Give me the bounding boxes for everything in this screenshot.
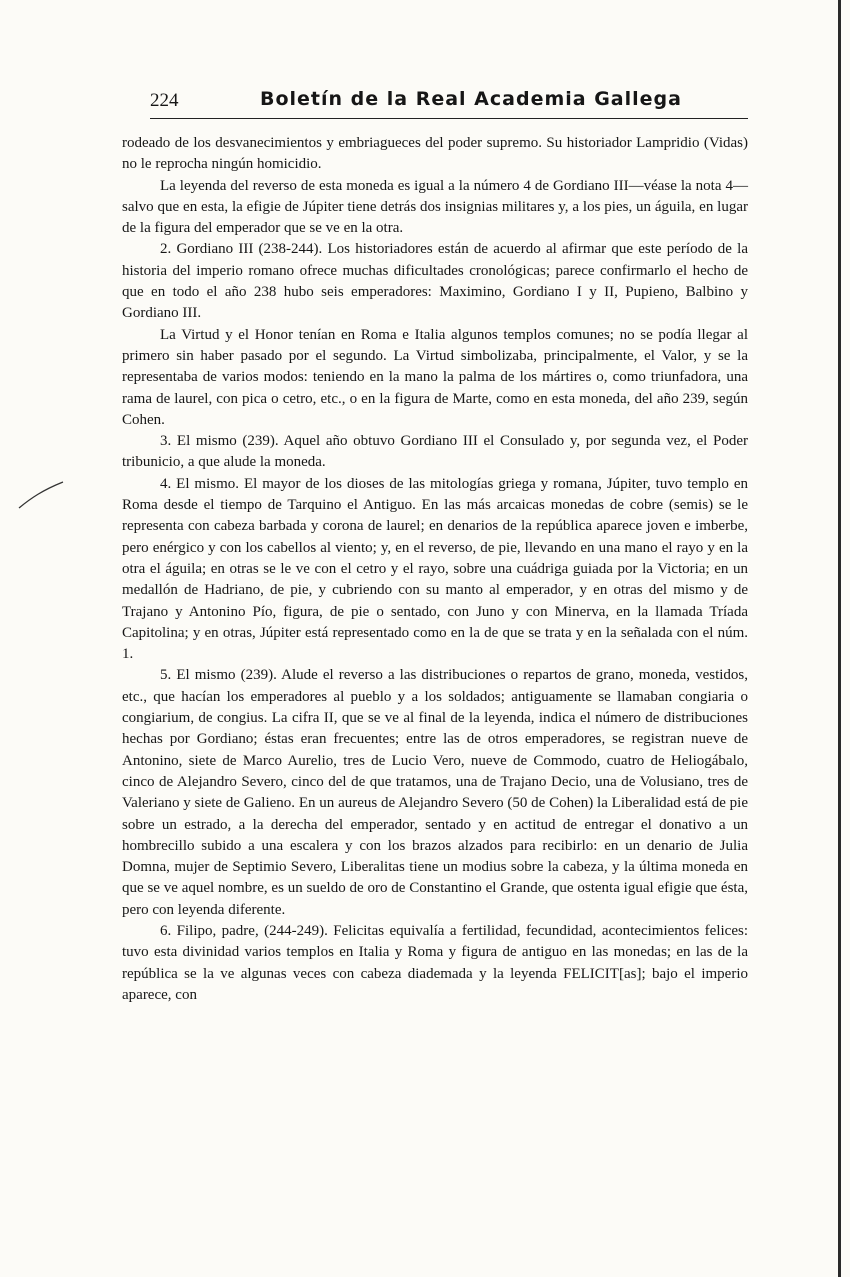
running-title: Boletín de la Real Academia Gallega bbox=[260, 88, 682, 110]
paragraph-7: 5. El mismo (239). Alude el reverso a las distribuciones o repartos de grano, moneda, vestidos, etc., que hacían los emperadores al pueblo y a los soldados; antiguamente se llamaban congiaria o congiarium, de congius. La cifra II, que se ve al final de la leyenda, indica el número de distribuciones hechas por Gordiano; éstas eran frecuentes; entre las de otros emperadores, se registran nueve de Antonino, siete de Marco Aurelio, tres de Lucio Vero, nueve de Commodo, cuatro de Heliogábalo, cinco de Alejandro Severo, cinco del de que tratamos, una de Trajano Decio, una de Volusiano, tres de Valeriano y siete de Galieno. En un aureus de Alejandro Severo (50 de Cohen) la Liberalidad está de pie sobre un estrado, a la derecha del emperador, sentado y en actitud de entregar el donativo a un hombrecillo subido a una escalera y con los brazos alzados para recibirlo: en un denario de Julia Domna, mujer de Septimio Severo, Liberalitas tiene un modius sobre la cabeza, y la última moneda en que se ve aquel nombre, es un sueldo de oro de Constantino el Grande, que ostenta igual efigie que ésta, pero con leyenda diferente. bbox=[122, 667, 748, 918]
header-rule bbox=[150, 118, 748, 119]
page-edge-line bbox=[838, 0, 841, 1277]
paragraph-8: 6. Filipo, padre, (244-249). Felicitas equivalía a fertilidad, fecundidad, acontecimientos felices: tuvo esta divinidad varios templos en Italia y Roma y figura de antiguo en las monedas; en las de la república se la ve algunas veces con cabeza diademada y la leyenda FELICIT[as]; bajo el imperio aparece, con bbox=[122, 922, 748, 1003]
body-text bbox=[122, 133, 748, 1006]
paragraph-2: La leyenda del reverso de esta moneda es igual a la número 4 de Gordiano III—véase la nota 4—salvo que en esta, la efigie de Júpiter tiene detrás dos insignias militares y, a los pies, un águila, en lugar de la figura del emperador que se ve en la otra. bbox=[122, 177, 748, 237]
paragraph-3: 2. Gordiano III (238-244). Los historiadores están de acuerdo al afirmar que este período de la historia del imperio romano ofrece muchas dificultades cronológicas; parece confirmarlo el hecho de que en todo el año 238 hubo seis emperadores: Maximino, Gordiano I y II, Pupieno, Balbino y Gordiano III. bbox=[122, 241, 748, 322]
paragraph-4: La Virtud y el Honor tenían en Roma e Italia algunos templos comunes; no se podía llegar al primero sin haber pasado por el segundo. La Virtud simbolizaba, principalmente, el Valor, y se la representaba de varios modos: teniendo en la mano la palma de los mártires o, como triunfadora, una rama de laurel, con pica o cetro, etc., o en la figura de Marte, como en esta moneda, del año 239, según Cohen. bbox=[122, 326, 748, 428]
paragraph-5: 3. El mismo (239). Aquel año obtuvo Gordiano III el Consulado y, por segunda vez, el Poder tribunicio, a que alude la moneda. bbox=[122, 433, 748, 471]
paragraph-1: rodeado de los desvanecimientos y embriagueces del poder supremo. Su historiador Lampridio (Vidas) no le reprocha ningún homicidio. bbox=[122, 135, 748, 173]
paragraph-6: 4. El mismo. El mayor de los dioses de las mitologías griega y romana, Júpiter, tuvo templo en Roma desde el tiempo de Tarquino el Antiguo. En las más arcaicas monedas de cobre (semis) se le representa con cabeza barbada y corona de laurel; en denarios de la república aparece joven e imberbe, pero enérgico y con los cabellos al viento; y, en el reverso, de pie, llevando en una mano el rayo y en la otra el águila; en otras se le ve con el cetro y el rayo, sobre una cuádriga guiada por la Victoria; en un medallón de Hadriano, de pie, y cubriendo con su manto al emperador, y en otras del mismo y de Trajano y Antonino Pío, figura, de pie o sentado, con Juno y con Minerva, en la llamada Tríada Capitolina; y en otras, Júpiter está representado como en la de que se trata y en la señalada con el núm. 1. bbox=[122, 475, 748, 663]
page-number: 224 bbox=[150, 90, 179, 111]
margin-pencil-mark bbox=[17, 480, 67, 510]
page-header bbox=[150, 88, 748, 120]
